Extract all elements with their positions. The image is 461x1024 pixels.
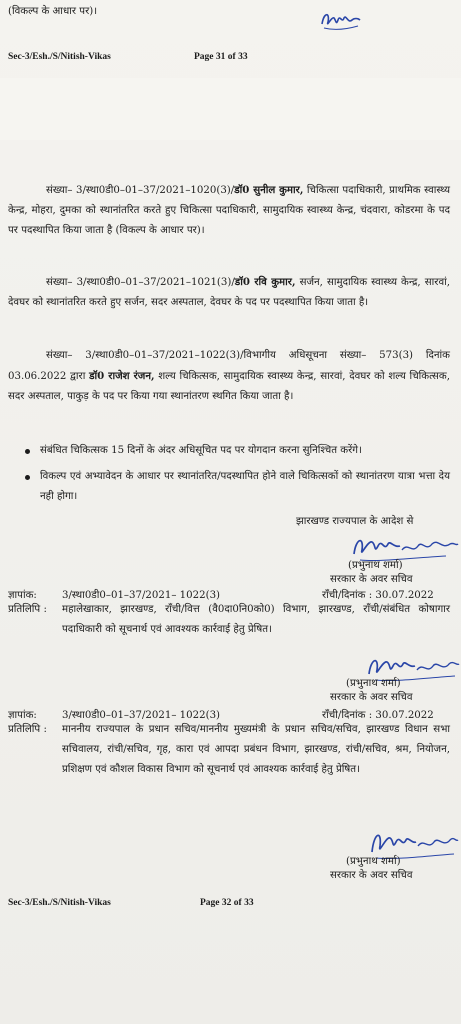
bullet-marker <box>25 449 30 454</box>
footer-ref-1: Sec-3/Esh./S/Nitish-Vikas <box>8 52 111 62</box>
order-paragraph-2: संख्या– 3/स्था0डी0–01–37/2021–1021(3)/डॉ0 रवि कुमार, सर्जन, सामुदायिक स्वास्थ्य केन्द्र, सारवां, देवघर को स्थानांतरित करते हुए सर्जन, सदर अस्पताल, देवघर के पद पर पदस्थापित किया जाता है। <box>8 276 450 308</box>
top-fragment: (विकल्प के आधार पर)। <box>8 6 98 17</box>
order-paragraph-3: संख्या– 3/स्था0डी0–01–37/2021–1022(3)/विभागीय अधिसूचना संख्या– 573(3) दिनांक 03.06.2022 द्वारा डॉ0 राजेश रंजन, शल्य चिकित्सक, सामुदायिक स्वास्थ्य केन्द्र, सारवां, देवघर को शल्य चिकित्सक, सदर अस्पताल, पाकुड़ के पद पर किया गया स्थानांतरण स्थगित किया जाता है। <box>8 350 450 402</box>
bullet-marker <box>25 475 30 480</box>
doctor-name-2: डॉ0 रवि कुमार, <box>234 276 296 288</box>
memo-2-date: राँची/दिनांक : 30.07.2022 <box>322 710 434 721</box>
bullet-item-1: संबंधित चिकित्सक 15 दिनों के अंदर अधिसूचित पद पर योगदान करना सुनिश्चित करेंगे। <box>40 445 362 456</box>
signatory-title-3: सरकार के अवर सचिव <box>330 870 413 881</box>
memo-1-label: ज्ञापांक: <box>8 590 37 601</box>
memo-1-number: 3/स्था0डी0–01–37/2021– 1022(3) <box>62 590 221 601</box>
doctor-name-3: डॉ0 राजेश रंजन, <box>89 370 155 382</box>
signatory-name-2: (प्रभुनाथ शर्मा) <box>346 678 401 689</box>
signatory-title-1: सरकार के अवर सचिव <box>330 574 413 585</box>
signatory-name-3: (प्रभुनाथ शर्मा) <box>346 856 401 867</box>
order-paragraph-1: संख्या– 3/स्था0डी0–01–37/2021–1020(3)/डॉ0 सुनील कुमार, चिकित्सा पदाधिकारी, प्राथमिक स्वास्थ्य केन्द्र, मोहरा, दुमका को स्थानांतरित करते हुए चिकित्सा पदाधिकारी, सामुदायिक स्वास्थ्य केन्द्र, चंदवारा, कोडरमा के पद पर पदस्थापित किया जाता है (विकल्प के आधार पर)। <box>8 184 450 236</box>
signatory-title-2: सरकार के अवर सचिव <box>330 692 413 703</box>
memo-1-date: राँची/दिनांक : 30.07.2022 <box>322 590 434 601</box>
memo-2-label: ज्ञापांक: <box>8 710 37 721</box>
memo-1-copy-label: प्रतिलिपि : <box>8 604 47 615</box>
page-gap <box>0 78 461 140</box>
order-line: झारखण्ड राज्यपाल के आदेश से <box>296 516 414 527</box>
memo-1-copy-text: महालेखाकार, झारखण्ड, राँची/वित्त (वै0दा0नि0को0) विभाग, झारखण्ड, राँची/संबंधित कोषागार पदाधिकारी को सूचनार्थ एवं आवश्यक कार्रवाई हेतु प्रेषित। <box>62 604 450 635</box>
memo-2-copy-label: प्रतिलिपि : <box>8 724 47 735</box>
signatory-name-1: (प्रभुनाथ शर्मा) <box>348 560 403 571</box>
footer-page-2: Page 32 of 33 <box>200 898 254 908</box>
bullet-item-2: विकल्प एवं अभ्यावेदन के आधार पर स्थानांतरित/पदस्थापित होने वाले चिकित्सकों को स्थानांतरण यात्रा भत्ता देय नही होगा। <box>40 471 450 502</box>
footer-ref-2: Sec-3/Esh./S/Nitish-Vikas <box>8 898 111 908</box>
doctor-name-1: डॉ0 सुनील कुमार, <box>234 184 304 196</box>
signature-initials-top <box>318 6 362 38</box>
footer-page-1: Page 31 of 33 <box>194 52 248 62</box>
memo-2-copy-text: माननीय राज्यपाल के प्रधान सचिव/माननीय मुख्यमंत्री के प्रधान सचिव/सचिव, झारखण्ड विधान सभा सचिवालय, रांची/सचिव, गृह, कारा एवं आपदा प्रबंधन विभाग, झारखण्ड, रांची/सचिव, श्रम, नियोजन, प्रशिक्षण एवं कौशल विकास विभाग को सूचनार्थ एवं आवश्यक कार्रवाई हेतु प्रेषित। <box>62 724 450 775</box>
memo-2-number: 3/स्था0डी0–01–37/2021– 1022(3) <box>62 710 221 721</box>
